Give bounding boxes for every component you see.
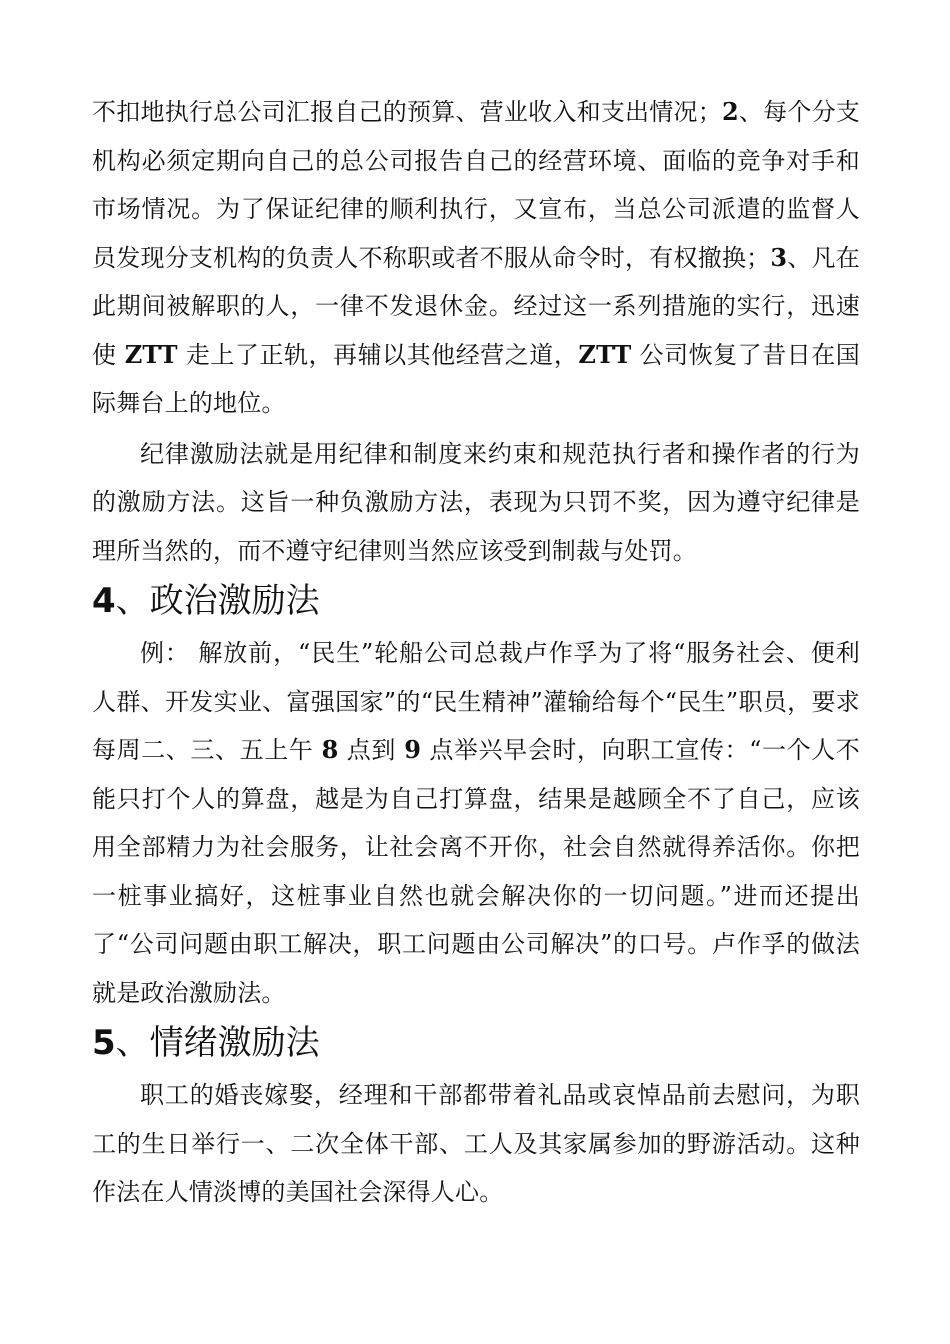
paragraph-continuation bbox=[92, 88, 860, 428]
text-run: 、每个分支机构必须定期向自己的总公司报告自己的经营环境、面临的竞争对手和市场情况。为了保证纪律的顺利执行，又宣布，当总公司派遣的监督人员发现分支机构的负责人不称职或者不服从命令时，有权撤换； bbox=[92, 98, 861, 272]
text-run: 不扣地执行总公司汇报自己的预算、营业收入和支出情况； bbox=[92, 98, 722, 126]
paragraph-emotional-example: 职工的婚丧嫁娶，经理和干部都带着礼品或哀悼品前去慰问，为职工的生日举行一、二次全体干部、工人及其家属参加的野游活动。这种作法在人情淡博的美国社会深得人心。 bbox=[92, 1081, 860, 1206]
item-number: 2 bbox=[721, 97, 739, 126]
section-heading-5 bbox=[92, 1017, 860, 1069]
item-number: 3 bbox=[770, 242, 788, 272]
section-heading-4 bbox=[92, 575, 860, 627]
heading-text: 、政治激励法 bbox=[115, 581, 320, 621]
heading-text: 、情绪激励法 bbox=[115, 1023, 320, 1063]
text-run: 例： 解放前，“民生”轮船公司总裁卢作孚为了将“服务社会、便利人群、开发实业、富强国家”的“民生精神”灌输给每个“民生”职员，要求每周二、三、五上午 bbox=[92, 639, 860, 764]
time-number: 9 bbox=[404, 735, 422, 764]
company-name: ZTT bbox=[124, 339, 178, 369]
text-run: 、凡在此期间被解职的人，一律不发退休金。经过这一系列措施的实行，迅速使 bbox=[92, 243, 860, 369]
paragraph-political-example bbox=[92, 629, 860, 1017]
paragraph-discipline-summary: 纪律激励法就是用纪律和制度来约束和规范执行者和操作者的行为的激励方法。这旨一种负激励方法，表现为只罚不奖，因为遵守纪律是理所当然的，而不遵守纪律则当然应该受到制裁与处罚。 bbox=[92, 439, 860, 565]
heading-number: 4 bbox=[92, 581, 116, 621]
text-run: 点举兴早会时，向职工宣传：“一个人不能只打个人的算盘，越是为自己打算盘，结果是越顾全不了自己，应该用全部精力为社会服务，让社会离不开你，社会自然就得养活你。你把一桩事业搞好，这桩事业自然也就会解决你的一切问题。”进而还提出了“公司问题由职工解决，职工问题由公司解决”的口号。卢作孚的做法就是政治激励法。 bbox=[92, 736, 860, 1007]
company-name: ZTT bbox=[578, 339, 632, 369]
text-run: 公司恢复了昔日在国际舞台上的地位。 bbox=[92, 340, 861, 417]
heading-number: 5 bbox=[92, 1023, 116, 1063]
time-number: 8 bbox=[321, 735, 339, 764]
text-run: 走上了正轨，再辅以其他经营之道， bbox=[177, 340, 579, 369]
document-page bbox=[92, 88, 860, 1217]
text-run: 点到 bbox=[338, 736, 405, 764]
